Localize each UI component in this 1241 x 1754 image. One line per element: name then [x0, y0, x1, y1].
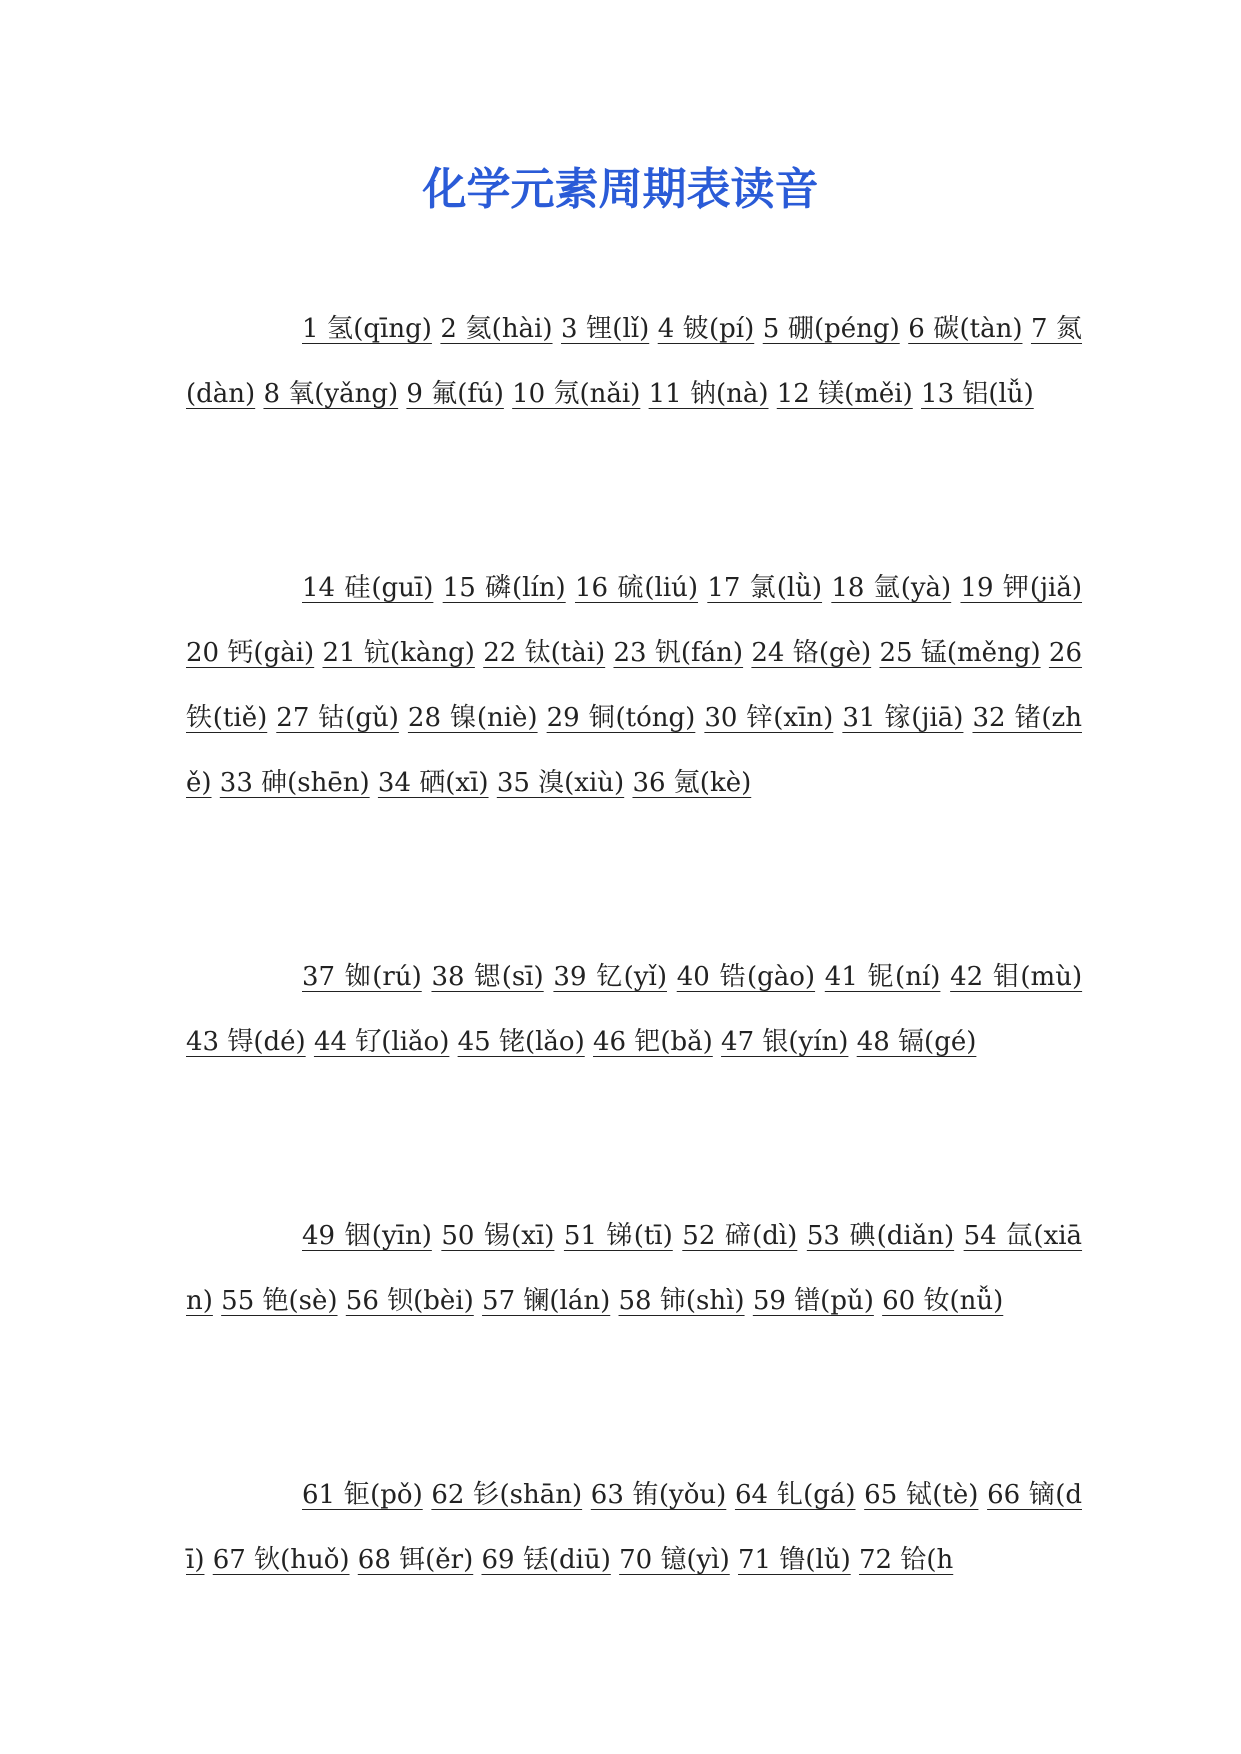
element-reading: 13 铝(lǚ) [921, 379, 1034, 409]
element-reading: 65 铽(tè) [864, 1480, 979, 1510]
element-reading: 55 铯(sè) [221, 1286, 338, 1316]
element-reading: 35 溴(xiù) [496, 768, 625, 798]
element-reading: 32 锗(zhě) [186, 703, 1082, 798]
element-reading: 64 钆(gá) [734, 1480, 856, 1510]
element-reading: 14 硅(guī) [302, 573, 434, 603]
paragraph-period-5-a [186, 945, 1082, 1075]
element-reading: 26 铁(tiě) [186, 638, 1083, 733]
element-reading: 31 镓(jiā) [842, 703, 964, 733]
element-reading: 4 铍(pí) [657, 314, 755, 344]
element-reading: 34 硒(xī) [377, 768, 489, 798]
element-reading: 43 锝(dé) [186, 1027, 306, 1057]
element-reading: 6 碳(tàn) [908, 314, 1023, 344]
element-reading: 48 镉(gé) [856, 1027, 977, 1057]
element-reading: 52 碲(dì) [682, 1221, 798, 1251]
element-reading: 61 钷(pǒ) [302, 1480, 423, 1510]
element-reading: 40 锆(gào) [676, 962, 816, 992]
element-reading: 42 钼(mù) [950, 962, 1083, 992]
element-reading: 56 钡(bèi) [345, 1286, 474, 1316]
element-reading: 15 磷(lín) [442, 573, 566, 603]
element-reading: 37 铷(rú) [302, 962, 422, 992]
page-title: 化学元素周期表读音 [422, 164, 819, 215]
element-reading: 67 钬(huǒ) [212, 1545, 350, 1575]
element-reading: 8 氧(yǎng) [263, 379, 399, 409]
element-reading: 27 钴(gǔ) [276, 703, 399, 733]
element-reading: 33 砷(shēn) [219, 768, 370, 798]
element-reading: 66 镝(dī) [186, 1480, 1082, 1575]
element-reading: 41 铌(ní) [824, 962, 941, 992]
element-reading: 49 铟(yīn) [302, 1221, 432, 1251]
element-reading: 36 氪(kè) [632, 768, 752, 798]
paragraph-lanthanides [186, 1463, 1082, 1593]
element-reading: 18 氩(yà) [831, 573, 952, 603]
element-reading: 9 氟(fú) [406, 379, 504, 409]
element-reading: 17 氯(lǜ) [707, 573, 823, 603]
paragraph-period-3-4 [186, 556, 1082, 816]
element-reading: 44 钌(liǎo) [313, 1027, 450, 1057]
element-reading: 24 铬(gè) [751, 638, 872, 668]
element-reading: 28 镍(niè) [407, 703, 538, 733]
element-reading: 62 钐(shān) [431, 1480, 583, 1510]
element-reading: 20 钙(gài) [186, 638, 315, 668]
element-reading: 72 铪(h [858, 1545, 954, 1575]
element-reading: 22 钛(tài) [483, 638, 606, 668]
paragraph-period-5-6 [186, 1204, 1082, 1334]
element-reading: 19 钾(jiǎ) [960, 573, 1083, 603]
element-reading: 38 锶(sī) [431, 962, 544, 992]
element-reading: 21 钪(kàng) [322, 638, 475, 668]
element-reading: 23 钒(fán) [613, 638, 744, 668]
element-reading: 29 铜(tóng) [546, 703, 696, 733]
element-reading: 58 铈(shì) [618, 1286, 745, 1316]
element-reading: 51 锑(tī) [563, 1221, 673, 1251]
element-reading: 25 锰(měng) [879, 638, 1041, 668]
element-reading: 30 锌(xīn) [704, 703, 834, 733]
element-reading: 12 镁(měi) [776, 379, 913, 409]
element-reading: 10 氖(nǎi) [512, 379, 641, 409]
element-reading: 39 钇(yǐ) [553, 962, 667, 992]
element-reading: 70 镱(yì) [619, 1545, 730, 1575]
paragraph-period-1-3 [186, 297, 1082, 427]
element-reading: 53 碘(diǎn) [806, 1221, 955, 1251]
element-reading: 46 钯(bǎ) [593, 1027, 713, 1057]
element-reading: 5 硼(péng) [762, 314, 900, 344]
element-reading: 57 镧(lán) [482, 1286, 611, 1316]
element-reading: 68 铒(ěr) [357, 1545, 474, 1575]
element-reading: 1 氢(qīng) [302, 314, 432, 344]
element-reading: 11 钠(nà) [648, 379, 769, 409]
element-reading: 60 钕(nǚ) [882, 1286, 1004, 1316]
element-reading: 71 镥(lǔ) [738, 1545, 851, 1575]
element-reading: 50 锡(xī) [441, 1221, 555, 1251]
element-reading: 2 氦(hài) [440, 314, 553, 344]
element-reading: 63 铕(yǒu) [590, 1480, 727, 1510]
element-reading: 54 氙(xiān) [186, 1221, 1083, 1316]
element-reading: 7 氮(dàn) [186, 314, 1083, 409]
element-reading: 3 锂(lǐ) [561, 314, 650, 344]
element-reading: 45 铑(lǎo) [457, 1027, 585, 1057]
element-reading: 59 镨(pǔ) [752, 1286, 874, 1316]
element-reading: 47 银(yín) [721, 1027, 849, 1057]
element-reading: 69 铥(diū) [481, 1545, 611, 1575]
element-reading: 16 硫(liú) [574, 573, 699, 603]
